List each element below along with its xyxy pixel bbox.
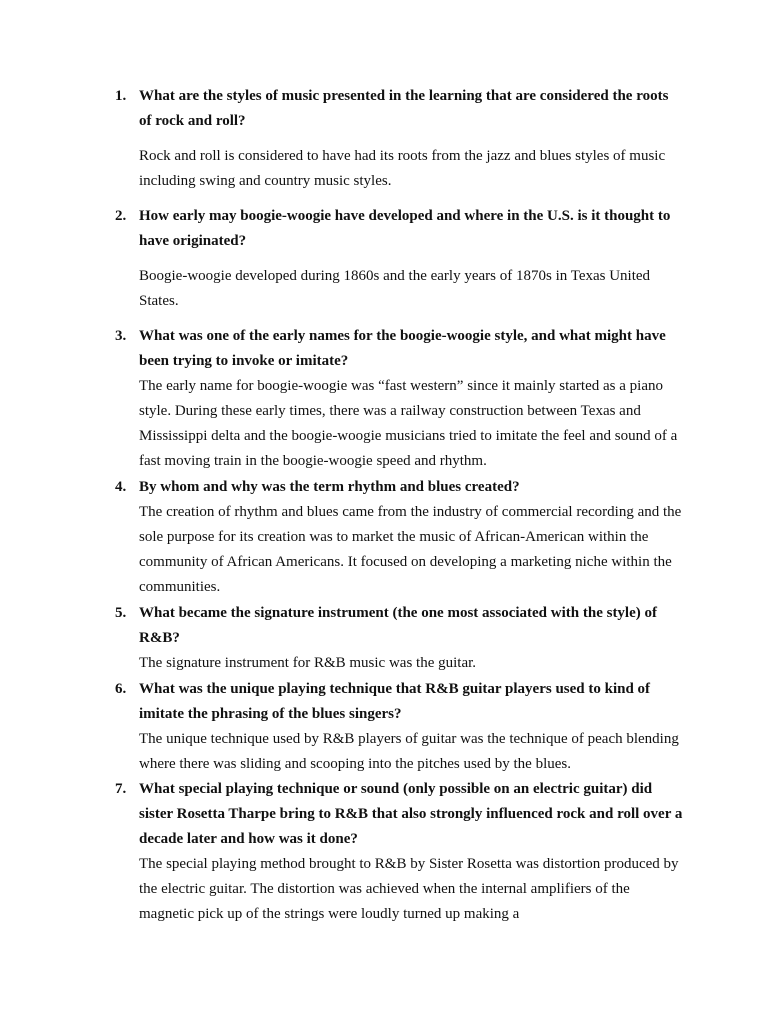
question-text: What are the styles of music presented in the learning that are considered the roots of rock and roll? — [139, 88, 669, 129]
answer-text: The early name for boogie-woogie was “fast western” since it mainly started as a piano style. During these early times, there was a railway construction between Texas and Mississippi delta and the boogie-woogie musicians tried to imitate the feel and sound of a fast moving train in the boogie-woogie speed and rhythm. — [139, 378, 678, 469]
question-text: By whom and why was the term rhythm and blues created? — [139, 479, 520, 495]
question-text: How early may boogie-woogie have developed and where in the U.S. is it thought to have originated? — [139, 208, 671, 249]
question-number: 5. — [115, 605, 127, 621]
answer-text: The signature instrument for R&B music was the guitar. — [139, 655, 477, 671]
question-text: What was one of the early names for the boogie-woogie style, and what might have been trying to invoke or imitate? — [139, 328, 666, 369]
question-number: 4. — [115, 479, 127, 495]
question-text: What special playing technique or sound (only possible on an electric guitar) did sister Rosetta Tharpe bring to R&B that also strongly influenced rock and roll over a decade later and how was it done? — [139, 781, 683, 847]
answer-text: Rock and roll is considered to have had its roots from the jazz and blues styles of music including swing and country music styles. — [139, 148, 666, 189]
question-text: What was the unique playing technique that R&B guitar players used to kind of imitate the phrasing of the blues singers? — [139, 681, 651, 722]
answer-text: Boogie-woogie developed during 1860s and the early years of 1870s in Texas United States. — [139, 268, 651, 309]
answer-text: The creation of rhythm and blues came from the industry of commercial recording and the sole purpose for its creation was to market the music of African-American within the community of African Americans. It focused on developing a marketing niche within the communities. — [139, 504, 682, 595]
question-number: 6. — [115, 681, 127, 697]
answer-text: The unique technique used by R&B players of guitar was the technique of peach blending where there was sliding and scooping into the pitches used by the blues. — [139, 731, 679, 772]
question-number: 7. — [115, 781, 127, 797]
question-text: What became the signature instrument (the one most associated with the style) of R&B? — [139, 605, 657, 646]
question-number: 1. — [115, 88, 127, 104]
question-number: 2. — [115, 208, 127, 224]
answer-text: The special playing method brought to R&B by Sister Rosetta was distortion produced by the electric guitar. The distortion was achieved when the internal amplifiers of the magnetic pick up of the strings were loudly turned up making a — [139, 856, 679, 922]
question-number: 3. — [115, 328, 127, 344]
